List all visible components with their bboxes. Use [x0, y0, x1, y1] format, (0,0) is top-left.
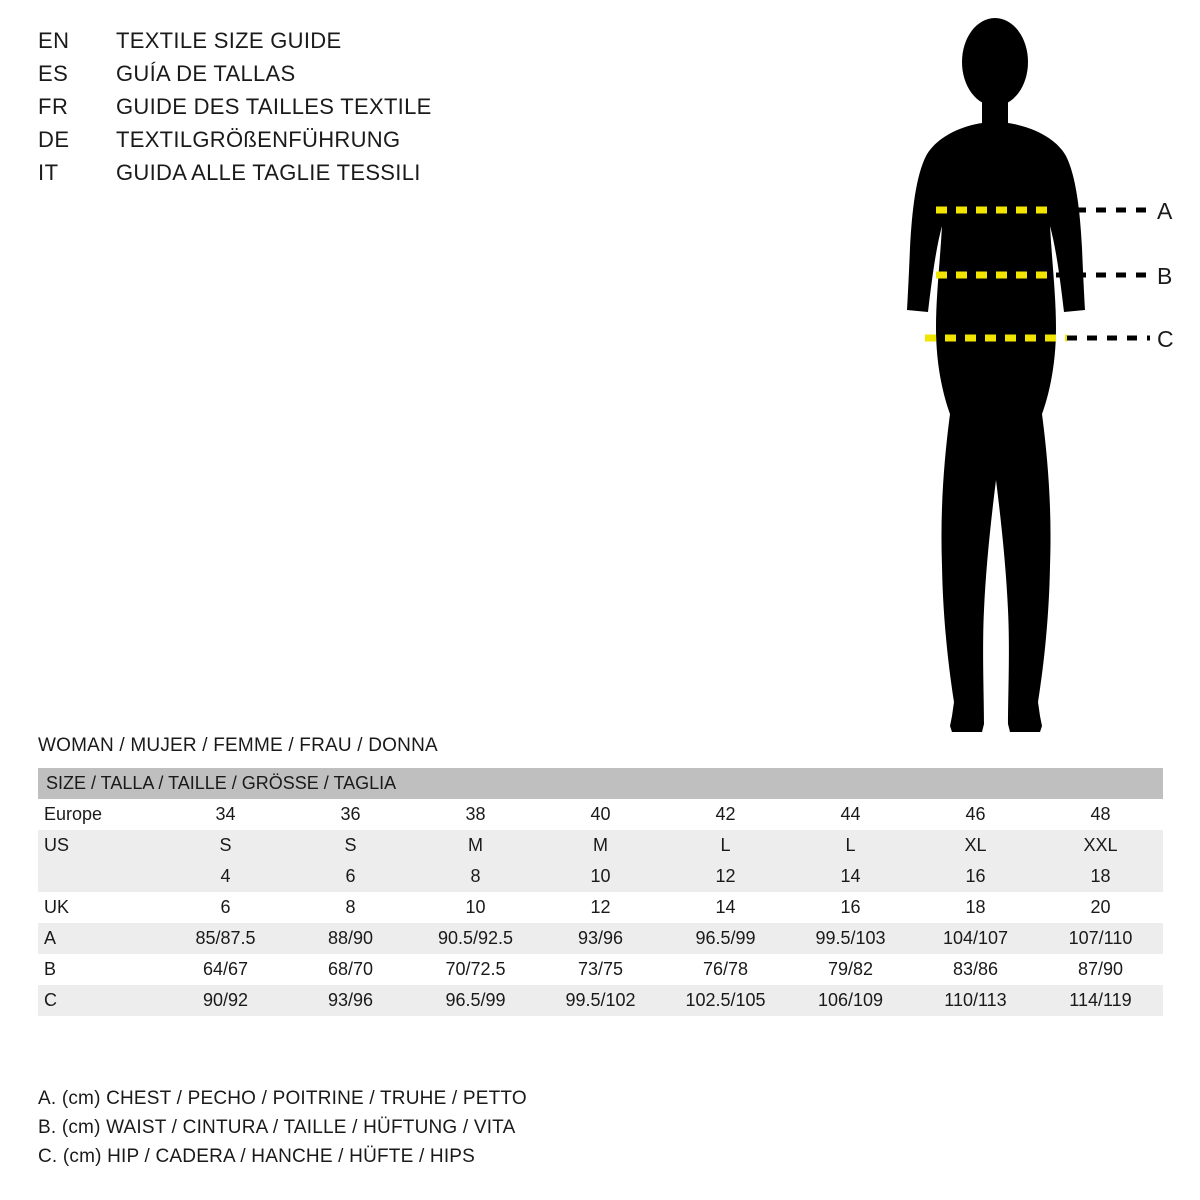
table-cell: 114/119 [1038, 985, 1163, 1016]
table-cell: 96.5/99 [663, 923, 788, 954]
table-cell: S [163, 830, 288, 861]
figure-area [860, 10, 1190, 750]
table-cell: L [663, 830, 788, 861]
table-cell: 18 [1038, 861, 1163, 892]
table-cell: 90/92 [163, 985, 288, 1016]
title-lang-code: ES [38, 61, 69, 86]
title-text: TEXTILE SIZE GUIDE [116, 28, 342, 53]
table-cell: 8 [288, 892, 413, 923]
title-lang-code: IT [38, 160, 59, 185]
table-cell: 48 [1038, 799, 1163, 830]
table-cell: 93/96 [288, 985, 413, 1016]
table-row [38, 985, 1163, 1016]
table-cell: 106/109 [788, 985, 913, 1016]
table-row [38, 892, 1163, 923]
table-cell: 10 [413, 892, 538, 923]
table-cell: 96.5/99 [413, 985, 538, 1016]
table-cell: 99.5/102 [538, 985, 663, 1016]
table-cell: 70/72.5 [413, 954, 538, 985]
table-cell: 46 [913, 799, 1038, 830]
table-row [38, 830, 1163, 861]
table-cell: 44 [788, 799, 913, 830]
title-text: GUÍA DE TALLAS [116, 61, 296, 86]
table-row [38, 799, 1163, 830]
table-cell: 90.5/92.5 [413, 923, 538, 954]
table-cell: 18 [913, 892, 1038, 923]
table-cell: 38 [413, 799, 538, 830]
table-cell: 12 [538, 892, 663, 923]
table-cell: 85/87.5 [163, 923, 288, 954]
callout-label-a: A [1157, 198, 1173, 224]
table-cell: 6 [288, 861, 413, 892]
table-cell: 110/113 [913, 985, 1038, 1016]
table-row [38, 861, 1163, 892]
table-row [38, 954, 1163, 985]
title-lang-code: EN [38, 28, 70, 53]
table-cell: 88/90 [288, 923, 413, 954]
table-cell: 20 [1038, 892, 1163, 923]
table-cell: 34 [163, 799, 288, 830]
table-cell: 87/90 [1038, 954, 1163, 985]
table-cell: M [413, 830, 538, 861]
table-cell: M [538, 830, 663, 861]
table-cell: 104/107 [913, 923, 1038, 954]
title-block [38, 28, 678, 193]
row-label: Europe [38, 799, 163, 830]
table-cell: 83/86 [913, 954, 1038, 985]
row-label: US [38, 830, 163, 861]
table-cell: 76/78 [663, 954, 788, 985]
table-cell: 42 [663, 799, 788, 830]
table-cell: 16 [788, 892, 913, 923]
table-cell: 4 [163, 861, 288, 892]
row-label: B [38, 954, 163, 985]
table-cell: 73/75 [538, 954, 663, 985]
title-row [38, 160, 678, 193]
table-caption: WOMAN / MUJER / FEMME / FRAU / DONNA [38, 735, 438, 756]
table-cell: L [788, 830, 913, 861]
row-label: A [38, 923, 163, 954]
table-cell: 12 [663, 861, 788, 892]
table-cell: 14 [663, 892, 788, 923]
table-cell: 79/82 [788, 954, 913, 985]
title-row [38, 61, 678, 94]
row-label: C [38, 985, 163, 1016]
table-cell: 68/70 [288, 954, 413, 985]
row-label: UK [38, 892, 163, 923]
table-cell: 36 [288, 799, 413, 830]
callout-label-b: B [1157, 263, 1173, 289]
row-label [38, 861, 163, 892]
size-table [38, 768, 1163, 1016]
title-text: TEXTILGRÖßENFÜHRUNG [116, 127, 401, 152]
title-lang-code: DE [38, 127, 70, 152]
table-cell: 93/96 [538, 923, 663, 954]
legend-line-chest: A. (cm) CHEST / PECHO / POITRINE / TRUHE / PETTO [38, 1088, 527, 1109]
table-cell: XXL [1038, 830, 1163, 861]
table-cell: 107/110 [1038, 923, 1163, 954]
table-cell: 10 [538, 861, 663, 892]
title-row [38, 28, 678, 61]
size-table-section [38, 735, 1163, 1016]
table-cell: 102.5/105 [663, 985, 788, 1016]
table-cell: XL [913, 830, 1038, 861]
table-header-label: SIZE / TALLA / TAILLE / GRÖSSE / TAGLIA [38, 768, 1163, 799]
table-cell: 40 [538, 799, 663, 830]
title-text: GUIDE DES TAILLES TEXTILE [116, 94, 432, 119]
title-row [38, 94, 678, 127]
table-row [38, 923, 1163, 954]
legend-line-waist: B. (cm) WAIST / CINTURA / TAILLE / HÜFTUNG / VITA [38, 1117, 516, 1138]
measurement-legend [38, 1088, 738, 1175]
title-lang-code: FR [38, 94, 69, 119]
woman-silhouette-icon [860, 10, 1190, 750]
table-cell: 8 [413, 861, 538, 892]
table-cell: 16 [913, 861, 1038, 892]
legend-line-hip: C. (cm) HIP / CADERA / HANCHE / HÜFTE / HIPS [38, 1146, 476, 1167]
title-text: GUIDA ALLE TAGLIE TESSILI [116, 160, 421, 185]
table-cell: 14 [788, 861, 913, 892]
callout-label-c: C [1157, 326, 1174, 352]
table-cell: 99.5/103 [788, 923, 913, 954]
table-header-row [38, 768, 1163, 799]
table-cell: 6 [163, 892, 288, 923]
table-cell: S [288, 830, 413, 861]
title-row [38, 127, 678, 160]
table-cell: 64/67 [163, 954, 288, 985]
